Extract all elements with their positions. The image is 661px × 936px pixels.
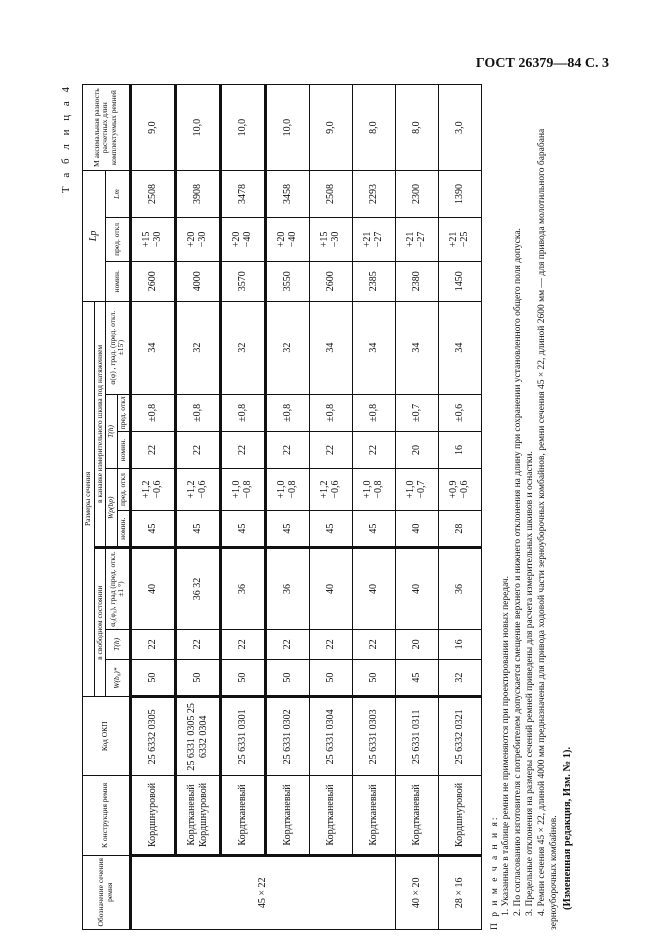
cell-alpha0: 36 — [265, 548, 309, 629]
header-t-dev: пред. откл — [117, 394, 130, 431]
cell-lm: 2300 — [395, 171, 438, 218]
cell-t_nom: 22 — [352, 431, 395, 468]
cell-max_diff: 8,0 — [395, 85, 438, 171]
cell-t_dev: ±0,8 — [352, 394, 395, 431]
cell-okp: 25 6331 0304 — [309, 697, 352, 776]
header-under-tension: в канавке измерительного шкива под натяжением — [94, 301, 106, 548]
table-row — [265, 85, 309, 930]
notes — [490, 84, 574, 930]
cell-max_diff: 3,0 — [438, 85, 481, 171]
table-row — [395, 85, 438, 930]
cell-max_diff: 9,0 — [130, 85, 175, 171]
cell-okp: 25 6331 0311 — [395, 697, 438, 776]
page-header: ГОСТ 26379—84 С. 3 — [475, 56, 609, 71]
cell-lm: 3908 — [175, 171, 220, 218]
header-section-dims: Размеры сечения — [83, 301, 95, 697]
cell-w_b0: 50 — [352, 660, 395, 697]
cell-wp_nom: 40 — [395, 511, 438, 548]
header-lm: Lm — [106, 171, 130, 218]
cell-designation: 28 × 16 — [438, 855, 481, 929]
cell-lp_dev: +21 −25 — [438, 217, 481, 261]
cell-lp_nom: 1450 — [438, 262, 481, 302]
cell-w_b0: 50 — [309, 660, 352, 697]
header-t-nominal: номин. — [117, 431, 130, 468]
cell-t_h: 20 — [395, 629, 438, 659]
cell-alpha0: 36 — [438, 548, 481, 629]
cell-t_dev: ±0,7 — [395, 394, 438, 431]
cell-max_diff: 8,0 — [352, 85, 395, 171]
cell-lp_dev: +20 −40 — [220, 217, 265, 261]
cell-t_h: 22 — [265, 629, 309, 659]
table-caption: Т а б л и ц а 4 — [60, 84, 72, 194]
note-3: 3. Предельные отклонения на размеры сечений ремней приведены для расчета измерительных шкивов и оснастки. — [525, 451, 536, 916]
cell-construction: Кордтканевый Кордшнуровой — [175, 776, 220, 855]
revision-note: (Измененная редакция, Изм. № 1). — [561, 746, 573, 910]
cell-alpha: 34 — [395, 301, 438, 394]
header-lp: Lp — [83, 171, 106, 301]
cell-alpha: 32 — [220, 301, 265, 394]
header-okp: Код ОКП — [83, 697, 131, 776]
note-4: 4. Ремни сечения 45 × 22, длиной 4000 мм предназначены для привода ходовой части зерноуборочных комбайнов, ремни сечения 45 × 22, длиной 2600 мм — для привода молотильного барабана зерноуборочных комбайнов. — [537, 128, 559, 930]
cell-alpha0: 36 — [220, 548, 265, 629]
cell-lp_nom: 2385 — [352, 262, 395, 302]
header-construction: К онструкция ремня — [83, 776, 131, 855]
cell-okp: 25 6331 0301 — [220, 697, 265, 776]
cell-alpha: 34 — [309, 301, 352, 394]
cell-wp_nom: 45 — [352, 511, 395, 548]
cell-alpha0: 40 — [395, 548, 438, 629]
cell-wp_dev: +1,0 −0,8 — [220, 469, 265, 511]
rotated-table-block — [60, 84, 574, 930]
cell-construction: Кордшнуровой — [438, 776, 481, 855]
cell-lp_nom: 2600 — [309, 262, 352, 302]
cell-lp_dev: +20 −40 — [265, 217, 309, 261]
cell-wp_nom: 45 — [130, 511, 175, 548]
cell-t_dev: ±0,8 — [309, 394, 352, 431]
cell-t_h: 16 — [438, 629, 481, 659]
table-row — [352, 85, 395, 930]
cell-t_nom: 22 — [175, 431, 220, 468]
notes-title: П р и м е ч а н и я: — [489, 815, 500, 930]
cell-alpha: 34 — [438, 301, 481, 394]
cell-t_h: 22 — [130, 629, 175, 659]
cell-t_nom: 16 — [438, 431, 481, 468]
header-wp-nominal: номин. — [117, 511, 130, 548]
cell-wp_dev: +1,2 −0,6 — [309, 469, 352, 511]
cell-lp_nom: 3570 — [220, 262, 265, 302]
cell-alpha: 34 — [130, 301, 175, 394]
header-lp-nominal: номин. — [106, 262, 130, 302]
cell-alpha0: 40 — [130, 548, 175, 629]
cell-wp_nom: 45 — [265, 511, 309, 548]
cell-wp_nom: 45 — [309, 511, 352, 548]
header-designation: Обозначение сечения ремня — [83, 855, 131, 929]
header-wp-dev: пред. откл — [117, 469, 130, 511]
cell-w_b0: 50 — [175, 660, 220, 697]
cell-construction: Кордтканевый — [220, 776, 265, 855]
cell-t_nom: 20 — [395, 431, 438, 468]
table-row — [438, 85, 481, 930]
cell-max_diff: 10,0 — [175, 85, 220, 171]
cell-t_dev: ±0,8 — [130, 394, 175, 431]
cell-t_nom: 22 — [220, 431, 265, 468]
cell-w_b0: 50 — [265, 660, 309, 697]
cell-wp_dev: +1,0 −0,8 — [265, 469, 309, 511]
cell-lp_nom: 3550 — [265, 262, 309, 302]
cell-t_h: 22 — [309, 629, 352, 659]
cell-okp: 25 6331 0303 — [352, 697, 395, 776]
cell-t_dev: ±0,6 — [438, 394, 481, 431]
cell-lp_nom: 2600 — [130, 262, 175, 302]
header-w-b0: W(b₀)* — [106, 660, 130, 697]
cell-max_diff: 10,0 — [265, 85, 309, 171]
cell-t_h: 22 — [352, 629, 395, 659]
cell-alpha0: 36 32 — [175, 548, 220, 629]
cell-lp_dev: +15 −30 — [309, 217, 352, 261]
cell-lm: 2508 — [130, 171, 175, 218]
table-row — [309, 85, 352, 930]
header-t-h2: T(h) — [106, 394, 118, 468]
cell-t_dev: ±0,8 — [265, 394, 309, 431]
table-row — [175, 85, 220, 930]
cell-construction: Кордтканевый — [265, 776, 309, 855]
cell-t_h: 22 — [220, 629, 265, 659]
cell-w_b0: 45 — [395, 660, 438, 697]
cell-lp_nom: 2380 — [395, 262, 438, 302]
cell-lm: 2293 — [352, 171, 395, 218]
cell-okp: 25 6331 0305 25 6332 0304 — [175, 697, 220, 776]
table-row — [130, 85, 175, 930]
cell-alpha0: 40 — [309, 548, 352, 629]
header-t-h: T(h) — [106, 629, 130, 659]
cell-t_nom: 22 — [130, 431, 175, 468]
header-max-diff: М аксимальная разность расчетных длин комплектуемых ремней — [83, 85, 131, 171]
note-2: 2. По согласованию изготовителя с потребителем допускается смещение верхнего и нижнего отклонения на длину при сохранении установленного общего поля допуска. — [513, 228, 524, 916]
cell-lm: 1390 — [438, 171, 481, 218]
cell-wp_dev: +1,0 −0,7 — [395, 469, 438, 511]
cell-okp: 25 6332 0321 — [438, 697, 481, 776]
cell-alpha0: 40 — [352, 548, 395, 629]
cell-max_diff: 10,0 — [220, 85, 265, 171]
header-alpha0: α₀(φ₀), град (пред. откл. ±1 °) — [106, 548, 130, 629]
cell-wp_nom: 45 — [175, 511, 220, 548]
cell-t_nom: 22 — [309, 431, 352, 468]
cell-lp_nom: 4000 — [175, 262, 220, 302]
cell-okp: 25 6332 0305 — [130, 697, 175, 776]
cell-construction: Кордтканевый — [395, 776, 438, 855]
cell-w_b0: 50 — [130, 660, 175, 697]
header-lp-dev: пред. откл — [106, 217, 130, 261]
cell-alpha: 34 — [352, 301, 395, 394]
table-body — [130, 85, 481, 930]
cell-construction: Кордтканевый — [309, 776, 352, 855]
cell-lm: 3478 — [220, 171, 265, 218]
cell-t_nom: 22 — [265, 431, 309, 468]
cell-designation: 45 × 22 — [130, 855, 395, 929]
cell-lp_dev: +15 −30 — [130, 217, 175, 261]
belt-dimensions-table — [82, 84, 482, 930]
cell-wp_dev: +1,2 −0,6 — [130, 469, 175, 511]
cell-w_b0: 50 — [220, 660, 265, 697]
cell-lm: 3458 — [265, 171, 309, 218]
cell-wp_dev: +1,0 −0,8 — [352, 469, 395, 511]
table-row — [220, 85, 265, 930]
header-alpha: α(φ) , град. (пред. откл. ±15') — [106, 301, 130, 394]
cell-wp_dev: +1,2 −0,6 — [175, 469, 220, 511]
cell-lm: 2508 — [309, 171, 352, 218]
note-1: 1. Указанные в таблице ремни не применяются при проектировании новых передач. — [501, 575, 512, 916]
cell-lp_dev: +20 −30 — [175, 217, 220, 261]
cell-lp_dev: +21 −27 — [395, 217, 438, 261]
cell-wp_dev: +0,9 −0,6 — [438, 469, 481, 511]
cell-max_diff: 9,0 — [309, 85, 352, 171]
cell-w_b0: 32 — [438, 660, 481, 697]
header-free-state: в свободном состоянии — [94, 548, 106, 697]
cell-alpha: 32 — [175, 301, 220, 394]
cell-lp_dev: +21 −27 — [352, 217, 395, 261]
cell-wp_nom: 28 — [438, 511, 481, 548]
cell-construction: Кордшнуровой — [130, 776, 175, 855]
cell-t_h: 22 — [175, 629, 220, 659]
cell-wp_nom: 45 — [220, 511, 265, 548]
cell-construction: Кордтканевый — [352, 776, 395, 855]
cell-okp: 25 6331 0302 — [265, 697, 309, 776]
header-wp-bp: Wp(bp) — [106, 469, 118, 548]
cell-designation: 40 × 20 — [395, 855, 438, 929]
cell-alpha: 32 — [265, 301, 309, 394]
cell-t_dev: ±0,8 — [220, 394, 265, 431]
cell-t_dev: ±0,8 — [175, 394, 220, 431]
